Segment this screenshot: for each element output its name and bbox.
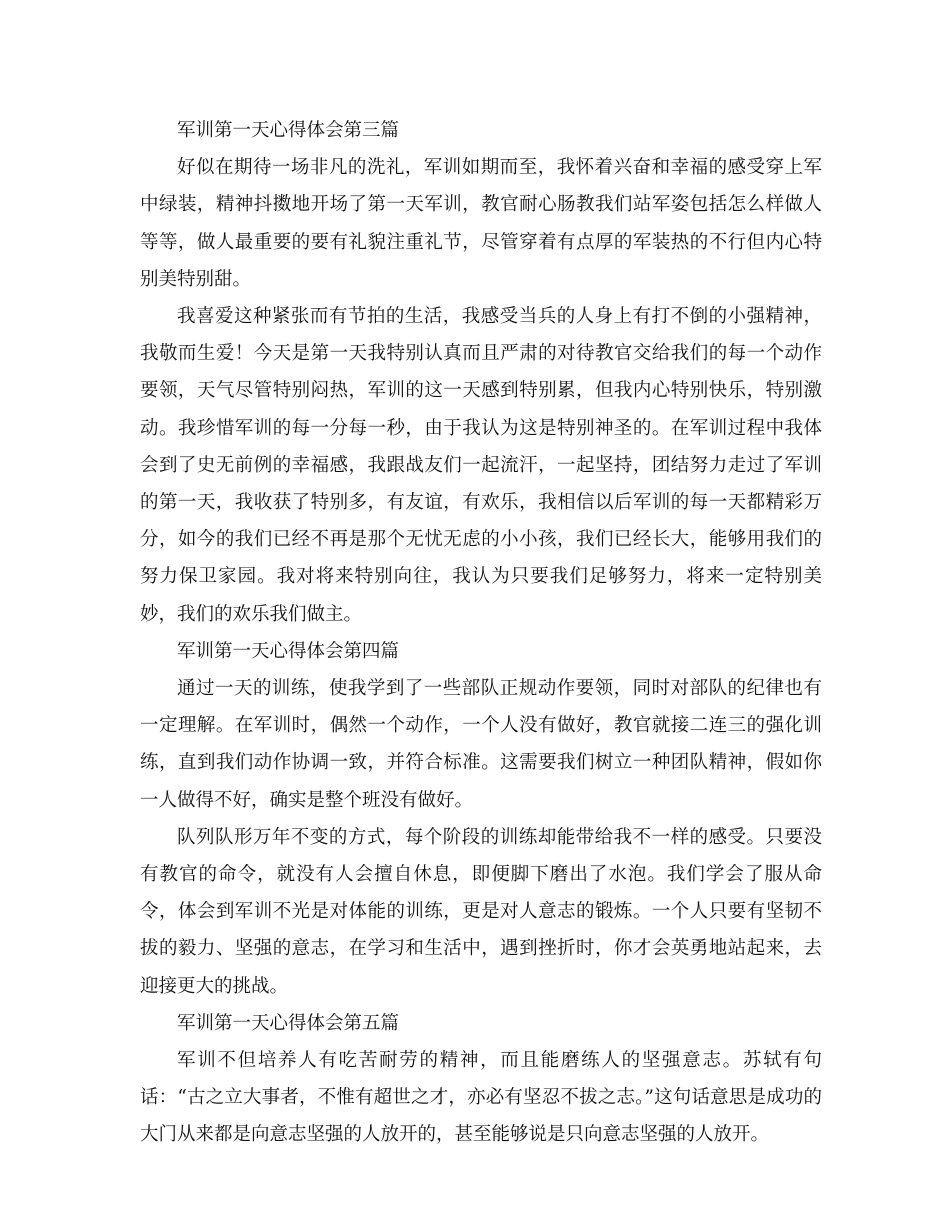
section-5 (140, 1005, 822, 1154)
document-page (140, 112, 822, 1154)
paragraph: 好似在期待一场非凡的洗礼，军训如期而至，我怀着兴奋和幸福的感受穿上军中绿装，精神抖擞地开场了第一天军训，教官耐心肠教我们站军姿包括怎么样做人等等，做人最重要的要有礼貌注重礼节，尽管穿着有点厚的军装热的不行但内心特别美特别甜。 (140, 157, 822, 290)
paragraph: 队列队形万年不变的方式，每个阶段的训练却能带给我不一样的感受。只要没有教官的命令，就没有人会擅自休息，即便脚下磨出了水泡。我们学会了服从命令，体会到军训不光是对体能的训练，更是对人意志的锻炼。一个人只要有坚韧不拔的毅力、坚强的意志，在学习和生活中，遇到挫折时，你才会英勇地站起来，去迎接更大的挑战。 (140, 826, 822, 997)
paragraph: 通过一天的训练，使我学到了一些部队正规动作要领，同时对部队的纪律也有一定理解。在军训时，偶然一个动作，一个人没有做好，教官就接二连三的强化训练，直到我们动作协调一致，并符合标准。这需要我们树立一种团队精神，假如你一人做得不好，确实是整个班没有做好。 (140, 678, 822, 811)
section-4 (140, 633, 822, 1005)
paragraph: 军训不但培养人有吃苦耐劳的精神，而且能磨练人的坚强意志。苏轼有句话：“古之立大事者，不惟有超世之才，亦必有坚忍不拔之志。”这句话意思是成功的大门从来都是向意志坚强的人放开的，甚至能够说是只向意志坚强的人放开。 (140, 1050, 822, 1146)
paragraph: 我喜爱这种紧张而有节拍的生活，我感受当兵的人身上有打不倒的小强精神，我敬而生爱！今天是第一天我特别认真而且严肃的对待教官交给我们的每一个动作要领，天气尽管特别闷热，军训的这一天感到特别累，但我内心特别快乐，特别激动。我珍惜军训的每一分每一秒，由于我认为这是特别神圣的。在军训过程中我体会到了史无前例的幸福感，我跟战友们一起流汗，一起坚持，团结努力走过了军训的第一天，我收获了特别多，有友谊，有欢乐，我相信以后军训的每一天都精彩万分，如今的我们已经不再是那个无忧无虑的小小孩，我们已经长大，能够用我们的努力保卫家园。我对将来特别向往，我认为只要我们足够努力，将来一定特别美妙，我们的欢乐我们做主。 (140, 306, 822, 625)
section-heading: 军训第一天心得体会第五篇 (177, 1012, 400, 1034)
section-heading: 军训第一天心得体会第四篇 (177, 640, 400, 662)
section-3 (140, 112, 822, 633)
section-heading: 军训第一天心得体会第三篇 (177, 120, 400, 141)
